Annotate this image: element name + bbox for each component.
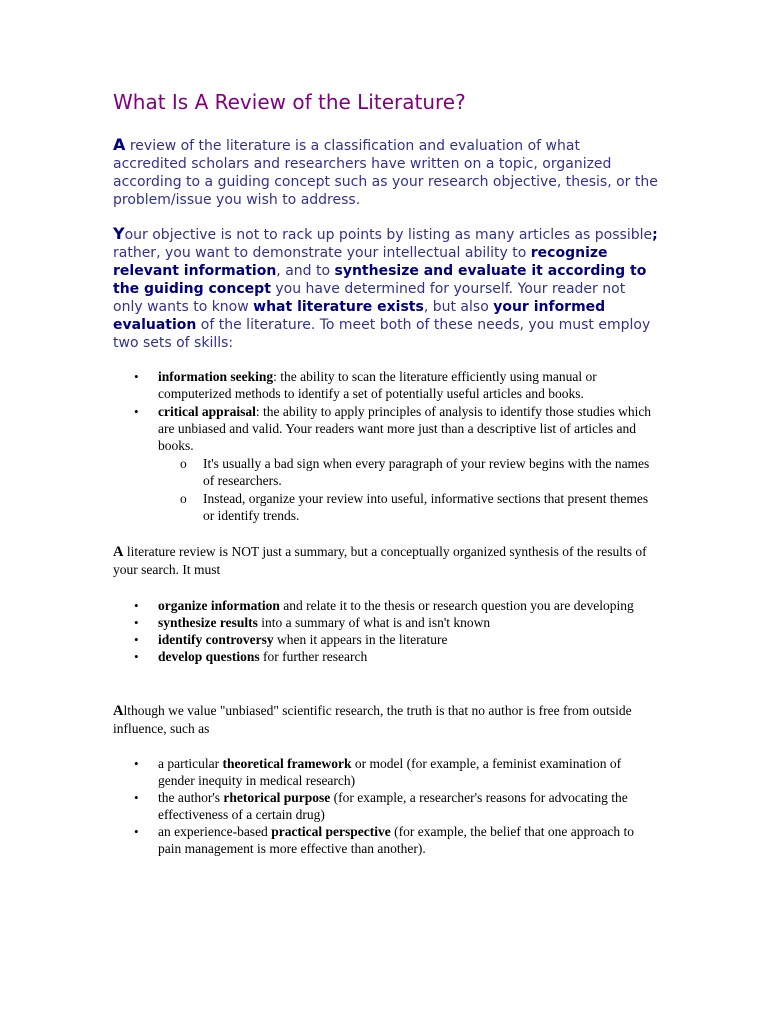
drop-letter: Y — [113, 224, 125, 243]
emphasis-text: your informed evaluation — [113, 299, 606, 333]
circle-bullet-icon: o — [180, 491, 187, 506]
sub-list-item — [158, 455, 658, 489]
item-text: for further research — [259, 649, 368, 664]
summary-paragraph — [113, 543, 658, 578]
item-text: (for example, a researcher's reasons for advocating the effectiveness of a certain drug) — [158, 790, 628, 822]
paragraph-text: , and to — [276, 263, 335, 279]
bullet-icon: • — [134, 824, 139, 839]
list-item — [0, 755, 658, 789]
influence-paragraph — [113, 702, 658, 737]
paragraph-text: you have determined for yourself. Your reader not only wants to know — [113, 281, 626, 315]
semicolon: ; — [652, 227, 658, 243]
paragraph-text: literature review is NOT just a summary, but a conceptually organized synthesis of the results of your search. It must — [113, 544, 647, 577]
item-term: identify controversy — [158, 632, 274, 647]
item-text: : the ability to apply principles of analysis to identify those studies which are unbiased and valid. Your readers want more just than a descriptive list of articles and books. — [158, 404, 652, 453]
page-title: What Is A Review of the Literature? — [113, 90, 466, 114]
list-item — [0, 368, 658, 402]
influences-list — [0, 755, 768, 857]
item-text: or model (for example, a feminist examination of gender inequity in medical research) — [158, 756, 622, 788]
item-text: : the ability to scan the literature efficiently using manual or computerized methods to identify a set of potentially useful articles and books. — [158, 369, 597, 401]
item-text: an experience-based — [158, 824, 272, 839]
bullet-icon: • — [134, 632, 139, 647]
bullet-icon: • — [134, 649, 139, 664]
drop-letter: A — [113, 703, 124, 719]
bullet-icon: • — [134, 756, 139, 771]
item-text: the author's — [158, 790, 224, 805]
paragraph-text: rather, you want to demonstrate your intellectual ability to — [113, 245, 531, 261]
drop-letter: A — [113, 135, 126, 154]
bullet-icon: • — [134, 598, 139, 613]
paragraph-text: of the literature. To meet both of these needs, you must employ two sets of skills: — [113, 317, 651, 351]
sub-item-text: It's usually a bad sign when every paragraph of your review begins with the names of researchers. — [203, 456, 650, 488]
list-item — [0, 614, 658, 631]
bullet-icon: • — [134, 790, 139, 805]
circle-bullet-icon: o — [180, 456, 187, 471]
bullet-icon: • — [134, 404, 139, 419]
paragraph-text: lthough we value "unbiased" scientific research, the truth is that no author is free from outside influence, such as — [113, 703, 632, 736]
paragraph-text: our objective is not to rack up points by listing as many articles as possible — [124, 227, 653, 243]
list-item — [0, 648, 658, 665]
list-item — [0, 403, 658, 524]
drop-letter: A — [113, 544, 124, 560]
bullet-icon: • — [134, 369, 139, 384]
emphasis-text: recognize relevant information — [113, 245, 608, 279]
item-text: into a summary of what is and isn't known — [257, 615, 491, 630]
list-item — [0, 823, 658, 857]
requirements-list — [0, 597, 768, 665]
sub-list — [158, 455, 658, 524]
skills-list — [0, 368, 768, 524]
emphasis-text: synthesize and evaluate it according to the guiding concept — [113, 263, 647, 297]
item-term: develop questions — [158, 649, 260, 664]
item-text: and relate it to the thesis or research question you are developing — [279, 598, 634, 613]
paragraph-text: , but also — [423, 299, 494, 315]
sub-item-text: Instead, organize your review into useful, informative sections that present themes or identify trends. — [203, 491, 649, 523]
objective-paragraph — [113, 225, 658, 352]
item-text: (for example, the belief that one approach to pain management is more effective than another). — [158, 824, 635, 856]
paragraph-text: review of the literature is a classification and evaluation of what accredited scholars and researchers have written on a topic, organized according to a guiding concept such as your research objective, thesis, or the problem/issue you wish to address. — [113, 138, 658, 208]
item-term: synthesize results — [158, 615, 258, 630]
item-term: practical perspective — [271, 824, 391, 839]
item-term: critical appraisal — [158, 404, 256, 419]
bullet-icon: • — [134, 615, 139, 630]
item-term: information seeking — [158, 369, 274, 384]
list-item — [0, 631, 658, 648]
item-term: rhetorical purpose — [223, 790, 331, 805]
intro-paragraph — [113, 136, 658, 209]
item-term: organize information — [158, 598, 280, 613]
item-text: when it appears in the literature — [273, 632, 448, 647]
item-term: theoretical framework — [222, 756, 352, 771]
list-item — [0, 789, 658, 823]
sub-list-item — [158, 490, 658, 524]
item-text: a particular — [158, 756, 223, 771]
emphasis-text: what literature exists — [253, 299, 424, 315]
list-item — [0, 597, 658, 614]
